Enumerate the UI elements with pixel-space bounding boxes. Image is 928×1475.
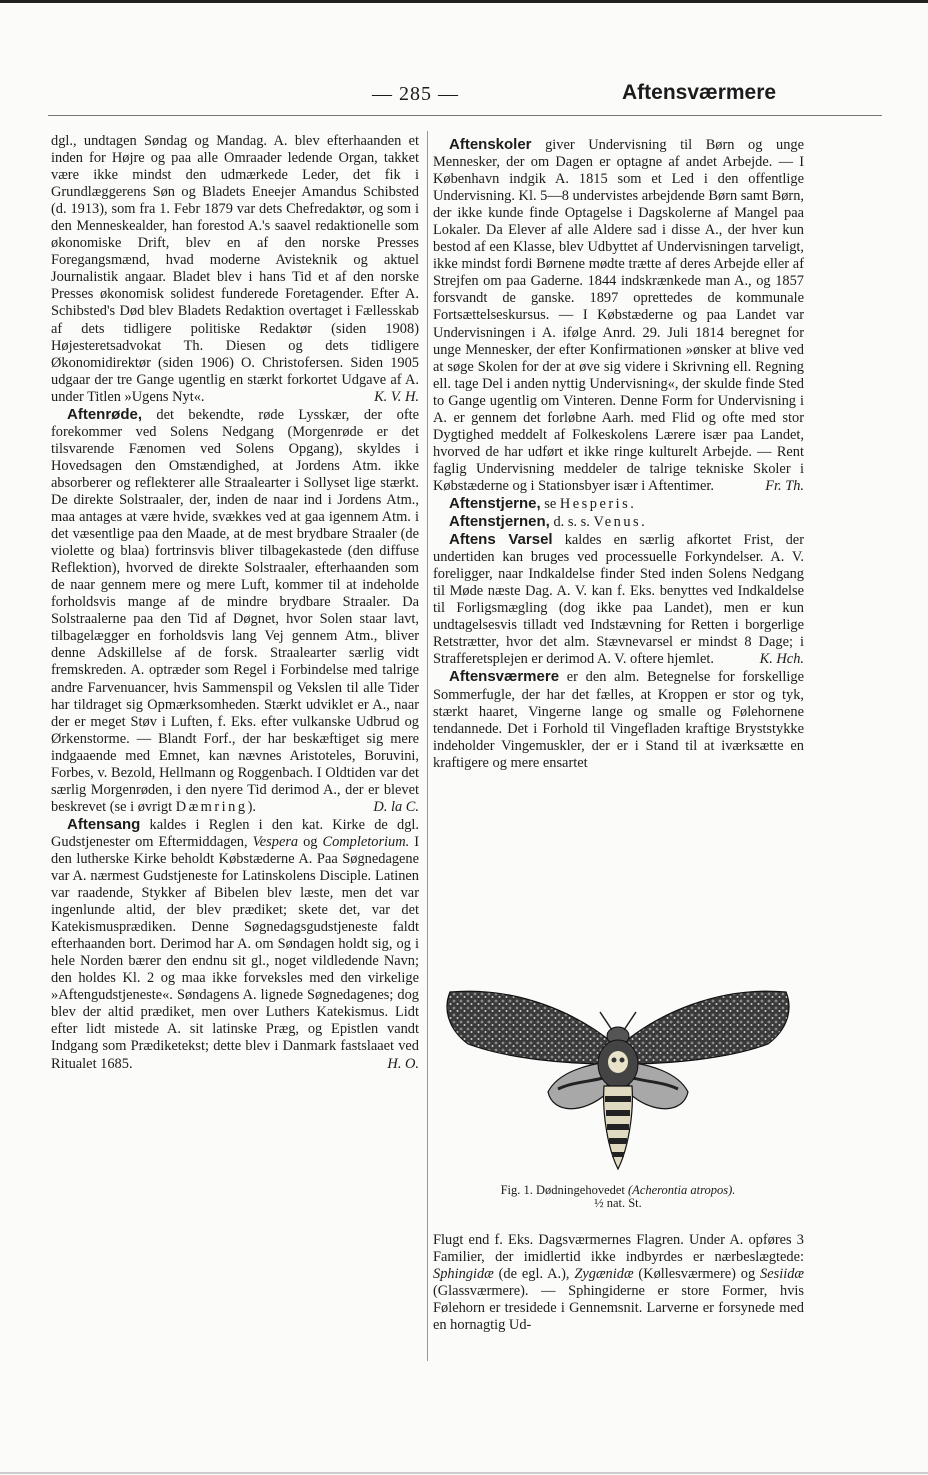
entry-aftensvaermere: Aftensværmere er den alm. Betegnelse for forskellige Sommerfugle, der har det fælles, at Kroppen er stor og tyk, stærkt haaret, Vingerne lange og smalle og Følehornene tendannede. Det i Forhold til Vingefladen kraftige Bryststykke indeholder Vingemuskler, der er i Stand til at iværksætte en kraftigere og mere ensartet xyxy=(433,668,804,771)
author-signature: Fr. Th. xyxy=(765,477,804,494)
entry-aftenskoler: Aftenskoler giver Undervisning til Børn og unge Mennesker, der om Dagen er optagne af andet Arbejde. — I København indgik A. 1815 som et Led i den offentlige Undervisning. Kl. 5—8 undervistes arbejdende Børn samt Børn, der ikke kunde finde Optagelse i Dagskolerne af Mangel paa Lokaler. Da Elever af alle Aldere sad i disse A., der hver kun bestod af een Klasse, blev Udbyttet af Undervisningen tarveligt, ikke mindst fordi Børnene mødte trætte af deres Arbejde eller af Strejfen om paa Gaderne. 1844 indskrænkede man A., og 1857 forsvandt de ganske. 1897 oprettedes de kommunale Fortsættelseskursus. — I Købstæderne og paa Landet var Undervisningen i A. ifølge Anrd. 29. Juli 1814 beregnet for unge Mennesker, der efter Konfirmationen »ønsker at blive ved at søge Skolen for der at øve sig videre i Skrivning ell. Regning ell. tage Del i anden nyttig Undervisning«, der skulde finde Sted to Gange ugentlig om Vinteren. Denne Form for Undervisning i A. er gennem det forløbne Aarh. med Flid og ofte med stor Dygtighed meddelt af Folkeskolens Lærere især paa Landet, hvorved de har udført et ikke ringe kulturelt Arbejde. — Rent faglig Undervisning meddeler de talrige tekniske Skoler i Købstæderne og i Stationsbyer især i Aftentimer. Fr. Th. xyxy=(433,136,804,494)
latin-term: Completorium. xyxy=(322,833,410,850)
header-rule xyxy=(48,115,882,116)
entry-headword: Aftenstjernen, xyxy=(449,513,550,531)
cross-reference: Venus xyxy=(593,514,642,531)
cross-reference: Dæmring xyxy=(175,798,248,815)
entry-headword: Aftenrøde, xyxy=(67,405,142,423)
taxon-name: Sphingidæ xyxy=(433,1266,494,1283)
right-column-continued xyxy=(433,1232,804,1334)
entry-headword: Aftensang xyxy=(67,815,141,833)
latin-term: Vespera xyxy=(252,833,299,850)
moth-illustration xyxy=(438,964,798,1179)
cross-reference: Hesperis xyxy=(559,495,631,512)
author-signature: H. O. xyxy=(387,1055,419,1072)
left-forewing xyxy=(447,991,614,1064)
skull-marking xyxy=(608,1051,628,1073)
entry-headword: Aftensværmere xyxy=(449,668,560,686)
entry-aftenstjerne: Aftenstjerne, se Hesperis. xyxy=(449,494,634,512)
top-border xyxy=(0,0,928,3)
entry-aftensang: Aftensang kaldes i Reglen i den kat. Kirke de dgl. Gudstjenester om Eftermiddagen, Vespera og Completorium. I den lutherske Kirke beholdt Købstæderne A. Paa Søgnedagene var A. nærmest Gudstjeneste for Latinskolens Disciple. Latinen var raadende, Stykker af Bibelen blev læste, men det var ingenlunde altid, der blev prædiket; skete det, var det Katekismusprædiken. Denne Søgnedagsgudstjeneste faldt efterhaanden bort. Derimod har A. om Søndagen holdt sig, og i hele Norden bærer den endnu sit gl., noget vildledende Navn; den holdes Kl. 2 og maa ikke forveksles med den virkelige »Aftengudstjeneste«. Søndagens A. lignede Søgnedagenes; dog blev der altid prædiket, men over Luthers Katekismus. Lidt efter lidt mistede A. sit latinske Præg, og Epistlen vandt Indgang som Prædiketekst; dette blev i Danmark fastslaaet ved Ritualet 1685. H. O. xyxy=(51,815,420,1072)
bottom-border xyxy=(0,1472,928,1474)
figure-moth xyxy=(438,964,798,1259)
taxon-name: Sesiidæ xyxy=(760,1266,805,1283)
author-signature: K. V. H. xyxy=(374,388,419,405)
entry-headword: Aftenstjerne, xyxy=(449,494,541,512)
entry-aftenposten-continued: dgl., undtagen Søndag og Mandag. A. blev efterhaanden et inden for Højre og paa alle Omraader ledende Organ, takket være ikke mindst den udmærkede Leder, det fik i Grundlæggerens Søn og Bladets Eneejer Amandus Schibsted (d. 1913), som fra 1. Febr 1879 var dets Chefredaktør, og som i den Menneskealder, han forestod A.'s saavel redaktionelle som økonomiske Drift, blev en af den norske Presses Foregangsmænd, hvad moderne Avisteknik og aktuel Journalistik angaar. Bladet blev i hans Tid et af den norske Presses økonomisk solidest funderede Foretagender. Efter A. Schibsted's Død blev Bladets Redaktion overtaget i Fællesskab af dets tidligere politiske Redaktør (siden 1908) Højesteretsadvokat Th. Diesen og dets tidligere Økonomidirektør (siden 1906) O. Christofersen. Siden 1905 udgaar der tre Gange ugentlig en stærkt forkortet Udgave af A. under Titlen »Ugens Nyt«. K. V. H. xyxy=(51,133,419,405)
page-header xyxy=(0,76,928,116)
figure-caption: Fig. 1. Dødningehovedet (Acherontia atropos). ½ nat. St. xyxy=(500,1183,736,1210)
author-signature: K. Hch. xyxy=(759,651,804,668)
running-title: Aftensværmere xyxy=(622,81,777,104)
entry-aftenstjernen: Aftenstjernen, d. s. s. Venus. xyxy=(449,513,645,531)
entry-aftenrode: Aftenrøde, det bekendte, røde Lysskær, der ofte forekommer ved Solens Nedgang (Morgenrøde er det tilsvarende Fænomen ved Solens Opgang), skyldes i Hovedsagen den Omstændighed, at Jordens Atm. ikke absorberer og reflekterer alle Straalearter i Sollyset lige stærkt. De direkte Solstraaler, der, inden de naar ind i Jordens Atm., maa antages at være hvide, svækkes ved at gaa igennem Atm. i det væsentlige paa den Maade, at de mest brydbare Straaler (de violette og blaa) fortrinsvis bliver tilbagekastede (den diffuse Reflektion), hvorved de direkte Solstraaler, efterhaanden som de naar gennem mere og mere Luft, kommer til at indeholde forholdsvis mange af de mindre brydbare Straaler. Da Solstraalerne paa den Tid af Døgnet, hvor Solen staar lavt, tilbagelægger en forholdsvis lang Vej gennem Atm., bliver denne Adskillelse af de forsk. Straalearter særlig vidt fremskreden. A. optræder som Regel i Forbindelse med talrige andre Farvenuancer, hvis Sammenspil og Vekslen til alle Tider har tildraget sig Opmærksomheden. Stærkt udviklet er A., naar der er meget Støv i Luften, f. Eks. efter vulkanske Udbrud og Ørkenstorme. — Blandt Forf., der har beskæftiget sig mere indgaaende med Emnet, kan nævnes Aristoteles, Boruvini, Forbes, v. Bezold, Hellmann og Roggenbach. I Oldtiden var det særlig Morgenrøden, i den nyere Tid derimod A., der er blevet beskrevet (se i øvrigt Dæmring). D. la C. xyxy=(51,405,419,815)
column-divider xyxy=(427,131,428,1361)
entry-aftensvaermere-continued: Flugt end f. Eks. Dagsværmernes Flagren. Under A. opføres 3 Familier, der imidlertid ikke indbyrdes er nærbeslægtede: Sphingidæ (de egl. A.), Zygænidæ (Køllesværmere) og Sesiidæ (Glassværmere). — Sphingiderne er store Former, hvis Følehorn er tresidede i Gennemsnit. Larverne er forsynede med en hornagtig Ud- xyxy=(433,1232,805,1334)
entry-headword: Aftenskoler xyxy=(449,136,532,153)
page-number: — 285 — xyxy=(372,83,459,105)
taxon-name: Zygænidæ xyxy=(574,1266,634,1283)
left-column xyxy=(51,133,419,1073)
right-column xyxy=(433,136,804,772)
entry-aftens-varsel: Aftens Varsel kaldes en særlig afkortet Frist, der undertiden kan bruges ved processuelle Forkyndelser. A. V. foreligger, naar Indkaldelse finder Sted inden Solens Nedgang til Møde næste Dag. A. V. kan f. Eks. benyttes ved Indkaldelse til Forligsmægling (dog ikke paa Landet), men er kun undtagelsesvis tilladt ved Indstævning for Retten i borgerlige Retstrætter, hvor det alm. Stævnevarsel er mindst 8 Dage; i Strafferetsplejen er derimod A. V. oftere hjemlet. K. Hch. xyxy=(433,531,804,668)
entry-headword: Aftens Varsel xyxy=(449,531,553,549)
right-forewing xyxy=(622,991,789,1064)
author-signature: D. la C. xyxy=(373,798,419,815)
